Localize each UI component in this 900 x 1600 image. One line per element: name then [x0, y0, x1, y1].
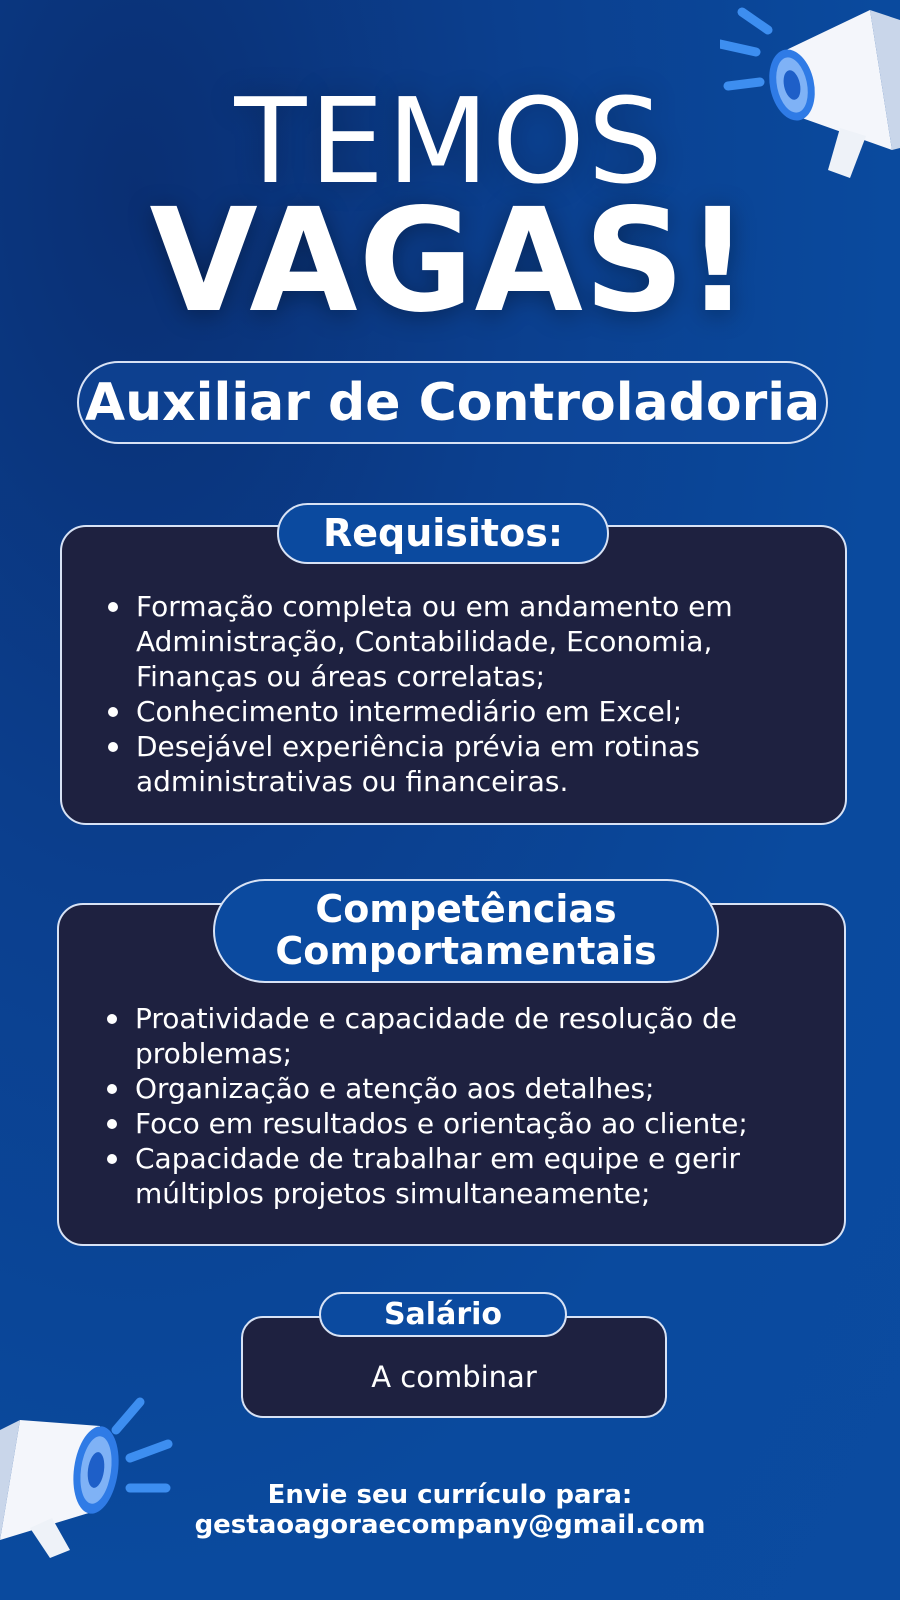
headline-vagas: VAGAS! [149, 178, 751, 345]
list-item: Conhecimento intermediário em Excel; [100, 694, 820, 729]
requisitos-list [100, 589, 820, 799]
competencias-label [213, 879, 719, 983]
list-item: Foco em resultados e orientação ao cliente; [99, 1106, 819, 1141]
list-item: Organização e atenção aos detalhes; [99, 1071, 819, 1106]
competencias-list [99, 1001, 819, 1211]
list-item: Proatividade e capacidade de resolução de problemas; [99, 1001, 819, 1071]
salario-label: Salário [319, 1292, 567, 1337]
list-item: Formação completa ou em andamento em Administração, Contabilidade, Economia, Finanças ou áreas correlatas; [100, 589, 820, 694]
requisitos-card [60, 525, 847, 825]
salario-value: A combinar [371, 1360, 537, 1394]
competencias-label-line1: Competências [315, 887, 617, 932]
job-title: Auxiliar de Controladoria [77, 361, 828, 444]
list-item: Capacidade de trabalhar em equipe e gerir múltiplos projetos simultaneamente; [99, 1141, 819, 1211]
contact-email[interactable]: gestaoagoraecompany@gmail.com [194, 1510, 706, 1540]
contact-block [0, 1480, 900, 1540]
contact-line: Envie seu currículo para: [267, 1480, 633, 1510]
competencias-label-line2: Comportamentais [275, 929, 657, 973]
list-item: Desejável experiência prévia em rotinas administrativas ou financeiras. [100, 729, 820, 799]
requisitos-label: Requisitos: [277, 503, 609, 564]
headline-temos: TEMOS [234, 72, 666, 210]
